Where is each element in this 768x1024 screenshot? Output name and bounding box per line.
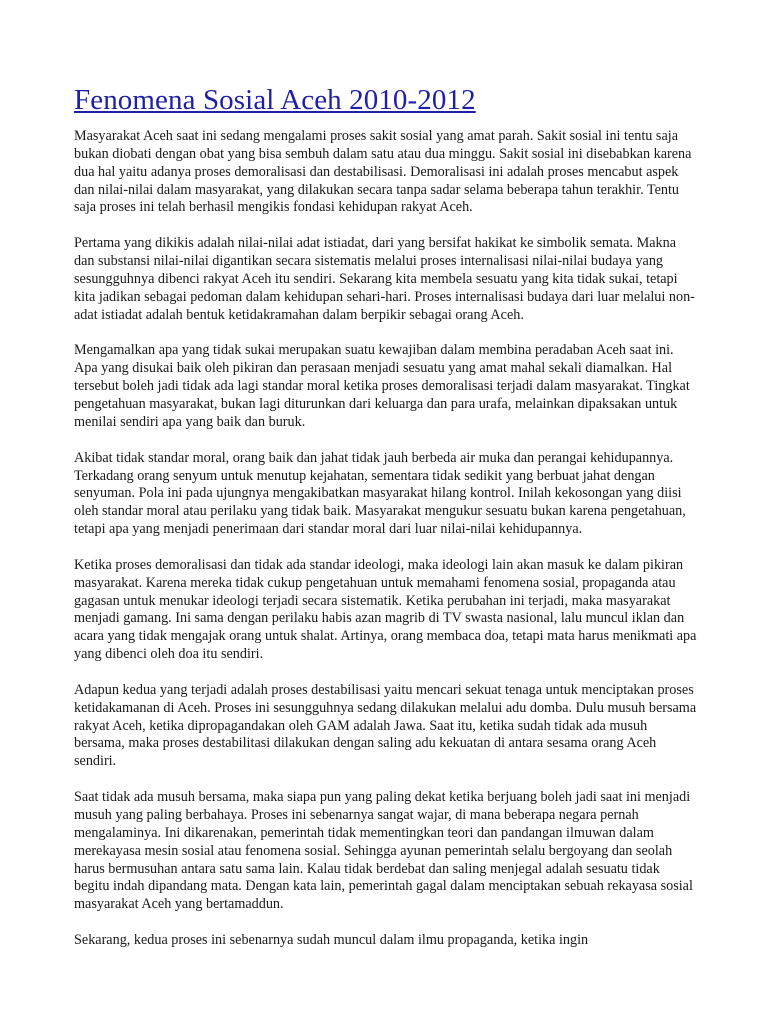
paragraph-2: Pertama yang dikikis adalah nilai-nilai adat istiadat, dari yang bersifat hakikat ke simbolik semata. Makna dan substansi nilai-nilai digantikan secara sistematis melalui proses internalisasi nilai-nilai budaya yang sesungguhnya dibenci rakyat Aceh itu sendiri. Sekarang kita membela sesuatu yang kita tidak sukai, tetapi kita jadikan sebagai pedoman dalam kehidupan sehari-hari. Proses internalisasi budaya dari luar melalui non-adat istiadat adalah bentuk ketidakramahan dalam berpikir sebagai orang Aceh.	[74, 235, 695, 323]
document-page	[74, 82, 698, 968]
article-title-link[interactable]: Fenomena Sosial Aceh 2010-2012	[74, 84, 476, 116]
paragraph-4: Akibat tidak standar moral, orang baik dan jahat tidak jauh berbeda air muka dan perangai kehidupannya. Terkadang orang senyum untuk menutup kejahatan, sementara tidak sedikit yang berbuat jahat dengan senyuman. Pola ini pada ujungnya mengakibatkan masyarakat hilang kontrol. Inilah kekosongan yang diisi oleh standar moral atau perilaku yang tidak baik. Masyarakat mengukur sesuatu bukan karena pengetahuan, tetapi apa yang menjadi penerimaan dari standar moral dari luar nilai-nilai kehidupannya.	[74, 449, 686, 538]
paragraph-1: Masyarakat Aceh saat ini sedang mengalami proses sakit sosial yang amat parah. Sakit sosial ini tentu saja bukan diobati dengan obat yang bisa sembuh dalam satu atau dua minggu. Sakit sosial ini disebabkan karena dua hal yaitu adanya proses demoralisasi dan destabilisasi. Demoralisasi ini adalah proses mencabut aspek dan nilai-nilai dalam masyarakat, yang dilakukan secara tanpa sadar selama beberapa tahun terakhir. Tentu saja proses ini telah berhasil mengikis fondasi kehidupan rakyat Aceh.	[74, 128, 692, 216]
paragraph-7: Saat tidak ada musuh bersama, maka siapa pun yang paling dekat ketika berjuang boleh jadi saat ini menjadi musuh yang paling berbahaya. Proses ini sebenarnya sangat wajar, di mana beberapa negara pernah mengalaminya. Ini dikarenakan, pemerintah tidak mementingkan teori dan pandangan ilmuwan dalam merekayasa mesin sosial atau fenomena sosial. Sehingga ayunan pemerintah selalu bergoyang dan seolah harus bermusuhan antara satu sama lain. Kalau tidak berdebat dan saling menjegal adalah sesuatu tidak begitu indah dipandang mata. Dengan kata lain, pemerintah gagal dalam menciptakan sebuah rekayasa sosial masyarakat Aceh yang bertamaddun.	[74, 789, 693, 913]
article-title	[74, 82, 698, 118]
paragraph-5: Ketika proses demoralisasi dan tidak ada standar ideologi, maka ideologi lain akan masuk ke dalam pikiran masyarakat. Karena mereka tidak cukup pengetahuan untuk memahami fenomena sosial, propaganda atau gagasan untuk menukar ideologi terjadi secara sistematik. Ketika perubahan ini terjadi, maka masyarakat menjadi gamang. Ini sama dengan perilaku habis azan magrib di TV swasta nasional, lalu muncul iklan dan acara yang tidak mengajak orang untuk shalat. Artinya, orang membaca doa, tetapi mata harus menikmati apa yang dibenci oleh doa itu sendiri.	[74, 556, 697, 663]
paragraph-6: Adapun kedua yang terjadi adalah proses destabilisasi yaitu mencari sekuat tenaga untuk menciptakan proses ketidakamanan di Aceh. Proses ini sesungguhnya sedang dilakukan melalui adu domba. Dulu musuh bersama rakyat Aceh, ketika dipropagandakan oleh GAM adalah Jawa. Saat itu, ketika sudah tidak ada musuh bersama, maka proses destabilitasi dilakukan dengan saling adu kekuatan di antara sesama orang Aceh sendiri.	[74, 681, 697, 770]
paragraph-3: Mengamalkan apa yang tidak sukai merupakan suatu kewajiban dalam membina peradaban Aceh saat ini. Apa yang disukai baik oleh pikiran dan perasaan menjadi sesuatu yang amat mahal sekali diamalkan. Hal tersebut boleh jadi tidak ada lagi standar moral ketika proses demoralisasi terjadi dalam masyarakat. Tingkat pengetahuan masyarakat, bukan lagi diturunkan dari keluarga dan para urafa, melainkan dipaksakan untuk menilai sendiri apa yang baik dan buruk.	[74, 342, 690, 430]
paragraph-8: Sekarang, kedua proses ini sebenarnya sudah muncul dalam ilmu propaganda, ketika ingin	[74, 932, 589, 949]
